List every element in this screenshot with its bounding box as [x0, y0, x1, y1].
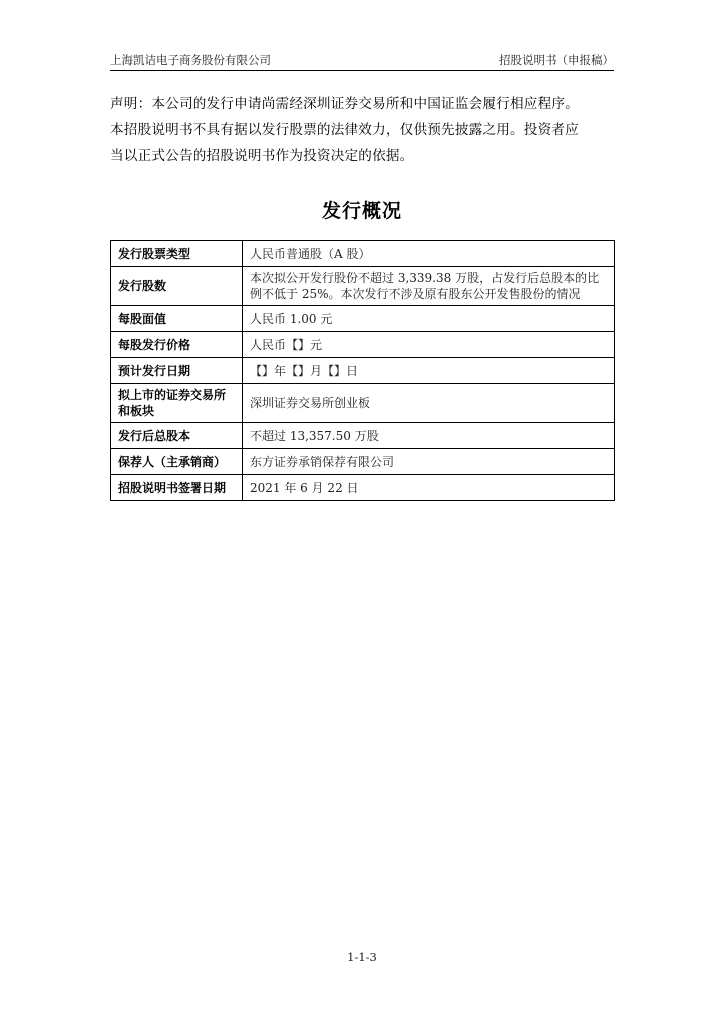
disclaimer-statement	[110, 91, 620, 169]
row-value: 人民币普通股（A 股）	[243, 241, 615, 267]
statement-line: 声明：本公司的发行申请尚需经深圳证券交易所和中国证监会履行相应程序。	[110, 96, 579, 112]
row-label: 发行股票类型	[111, 241, 243, 267]
row-value: 不超过 13,357.50 万股	[243, 423, 615, 449]
header-company-name: 上海凯诘电子商务股份有限公司	[110, 53, 271, 67]
statement-line: 当以正式公告的招股说明书作为投资决定的依据。	[110, 148, 414, 164]
table-row	[111, 358, 615, 384]
row-label: 发行后总股本	[111, 423, 243, 449]
table-row	[111, 332, 615, 358]
row-label: 每股面值	[111, 306, 243, 332]
table-row	[111, 475, 615, 501]
row-label: 预计发行日期	[111, 358, 243, 384]
table-row	[111, 384, 615, 423]
row-value: 东方证券承销保荐有限公司	[243, 449, 615, 475]
row-value: 人民币 1.00 元	[243, 306, 615, 332]
page-header	[110, 52, 614, 70]
row-label: 每股发行价格	[111, 332, 243, 358]
header-divider	[110, 70, 614, 71]
page-number: 1-1-3	[347, 950, 377, 964]
header-document-type: 招股说明书（申报稿）	[499, 53, 614, 67]
row-label: 保荐人（主承销商）	[111, 449, 243, 475]
table-row	[111, 241, 615, 267]
table-row	[111, 423, 615, 449]
row-value: 人民币【】元	[243, 332, 615, 358]
section-title: 发行概况	[321, 200, 402, 222]
row-value: 本次拟公开发行股份不超过 3,339.38 万股，占发行后总股本的比例不低于 25%。本次发行不涉及原有股东公开发售股份的情况	[243, 267, 615, 306]
row-value: 深圳证券交易所创业板	[243, 384, 615, 423]
row-label: 发行股数	[111, 267, 243, 306]
table-row	[111, 267, 615, 306]
statement-line: 本招股说明书不具有据以发行股票的法律效力，仅供预先披露之用。投资者应	[110, 122, 579, 138]
row-value: 2021 年 6 月 22 日	[243, 475, 615, 501]
row-value: 【】年【】月【】日	[243, 358, 615, 384]
table-row	[111, 449, 615, 475]
table-row	[111, 306, 615, 332]
row-label: 拟上市的证券交易所和板块	[111, 384, 243, 423]
issuance-overview-table	[110, 240, 615, 501]
row-label: 招股说明书签署日期	[111, 475, 243, 501]
